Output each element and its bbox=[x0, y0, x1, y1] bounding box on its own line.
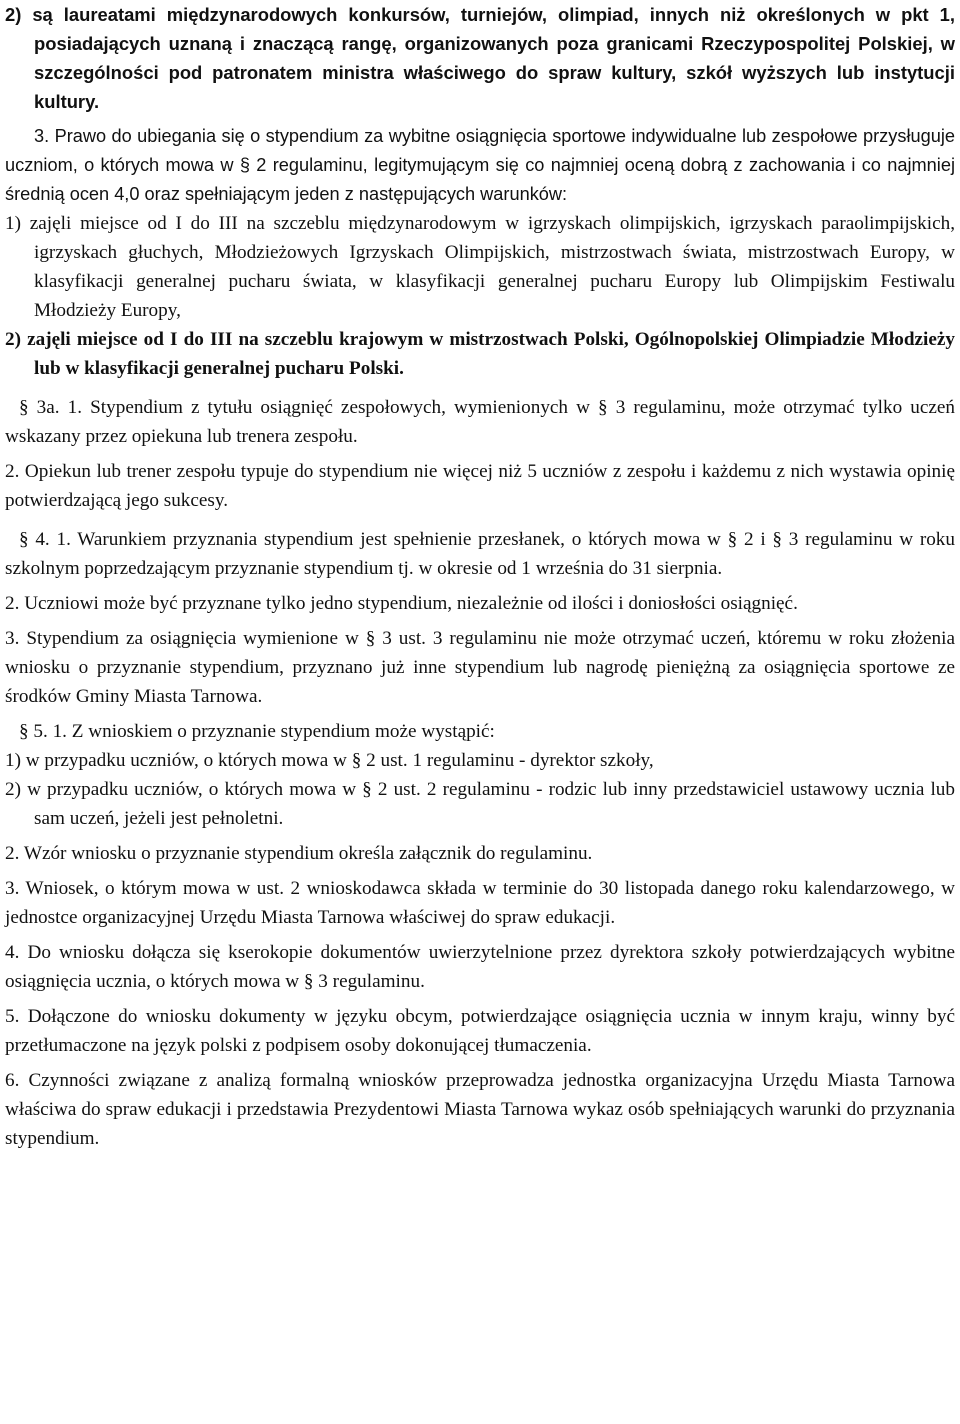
paragraph-section-5-2: 2. Wzór wniosku o przyznanie stypendium określa załącznik do regulaminu. bbox=[5, 843, 593, 864]
paragraph-sport-scholarship-eligibility: 3. Prawo do ubiegania się o stypendium za wybitne osiągnięcia sportowe indywidualne lub zespołowe przysługuje uczniom, o których mowa w § 2 regulaminu, legitymującym się co najmniej oceną dobrą z zachowania i co najmniej średnią ocen 4,0 oraz spełniającym jeden z następujących warunków: bbox=[5, 126, 955, 204]
paragraph-section-5-4: 4. Do wniosku dołącza się kserokopie dokumentów uwierzytelnione przez dyrektora szkoły potwierdzających wybitne osiągnięcia ucznia, o których mowa w § 3 regulaminu. bbox=[5, 942, 955, 992]
paragraph-section-4-2: 2. Uczniowi może być przyznane tylko jedno stypendium, niezależnie od ilości i doniosłości osiągnięć. bbox=[5, 593, 798, 614]
paragraph-section-4-1: § 4. 1. Warunkiem przyznania stypendium jest spełnienie przesłanek, o których mowa w § 2 i § 3 regulaminu w roku szkolnym poprzedzającym przyznanie stypendium tj. w okresie od 1 września do 31 sierpnia. bbox=[5, 529, 955, 579]
paragraph-condition-international: 1) zajęli miejsce od I do III na szczeblu międzynarodowym w igrzyskach olimpijskich, igrzyskach paraolimpijskich, igrzyskach głuchych, Młodzieżowych Igrzyskach Olimpijskich, mistrzostwach świata, mistrzostwach Europy, w klasyfikacji generalnej pucharu świata, w klasyfikacji generalnej pucharu Europy lub Olimpijskim Festiwalu Młodzieży Europy, bbox=[5, 213, 955, 321]
paragraph-section-5-1: § 5. 1. Z wnioskiem o przyznanie stypendium może wystąpić: bbox=[19, 721, 495, 742]
paragraph-section-5-5: 5. Dołączone do wniosku dokumenty w języku obcym, potwierdzające osiągnięcia ucznia w innym kraju, winny być przetłumaczone na język polski z podpisem osoby dokonującej tłumaczenia. bbox=[5, 1006, 955, 1056]
paragraph-section-4-3: 3. Stypendium za osiągnięcia wymienione w § 3 ust. 3 regulaminu nie może otrzymać uczeń, któremu w roku złożenia wniosku o przyznanie stypendium, przyznano już inne stypendium lub nagrodę pieniężną za osiągnięcia sportowe ze środków Gminy Miasta Tarnowa. bbox=[5, 628, 955, 707]
paragraph-section-5-3: 3. Wniosek, o którym mowa w ust. 2 wnioskodawca składa w terminie do 30 listopada danego roku kalendarzowego, w jednostce organizacyjnej Urzędu Miasta Tarnowa właściwej do spraw edukacji. bbox=[5, 878, 955, 928]
paragraph-section-3a-2: 2. Opiekun lub trener zespołu typuje do stypendium nie więcej niż 5 uczniów z zespołu i każdemu z nich wystawia opinię potwierdzającą jego sukcesy. bbox=[5, 461, 955, 511]
paragraph-section-3a-1: § 3a. 1. Stypendium z tytułu osiągnięć zespołowych, wymienionych w § 3 regulaminu, może otrzymać tylko uczeń wskazany przez opiekuna lub trenera zespołu. bbox=[5, 397, 955, 447]
paragraph-applicant-director: 1) w przypadku uczniów, o których mowa w § 2 ust. 1 regulaminu - dyrektor szkoły, bbox=[5, 750, 654, 771]
paragraph-section-5-6: 6. Czynności związane z analizą formalną wniosków przeprowadza jednostka organizacyjna Urzędu Miasta Tarnowa właściwa do spraw edukacji i przedstawia Prezydentowi Miasta Tarnowa wykaz osób spełniających warunki do przyznania stypendium. bbox=[5, 1070, 955, 1149]
paragraph-laureates-international: 2) są laureatami międzynarodowych konkursów, turniejów, olimpiad, innych niż określonych w pkt 1, posiadających uznaną i znaczącą rangę, organizowanych poza granicami Rzeczypospolitej Polskiej, w szczególności pod patronatem ministra właściwego do spraw kultury, szkół wyższych lub instytucji kultury. bbox=[5, 4, 955, 112]
paragraph-condition-national: 2) zajęli miejsce od I do III na szczeblu krajowym w mistrzostwach Polski, Ogólnopolskiej Olimpiadzie Młodzieży lub w klasyfikacji generalnej pucharu Polski. bbox=[5, 329, 955, 379]
paragraph-applicant-parent: 2) w przypadku uczniów, o których mowa w § 2 ust. 2 regulaminu - rodzic lub inny przedstawiciel ustawowy ucznia lub sam uczeń, jeżeli jest pełnoletni. bbox=[5, 779, 955, 829]
